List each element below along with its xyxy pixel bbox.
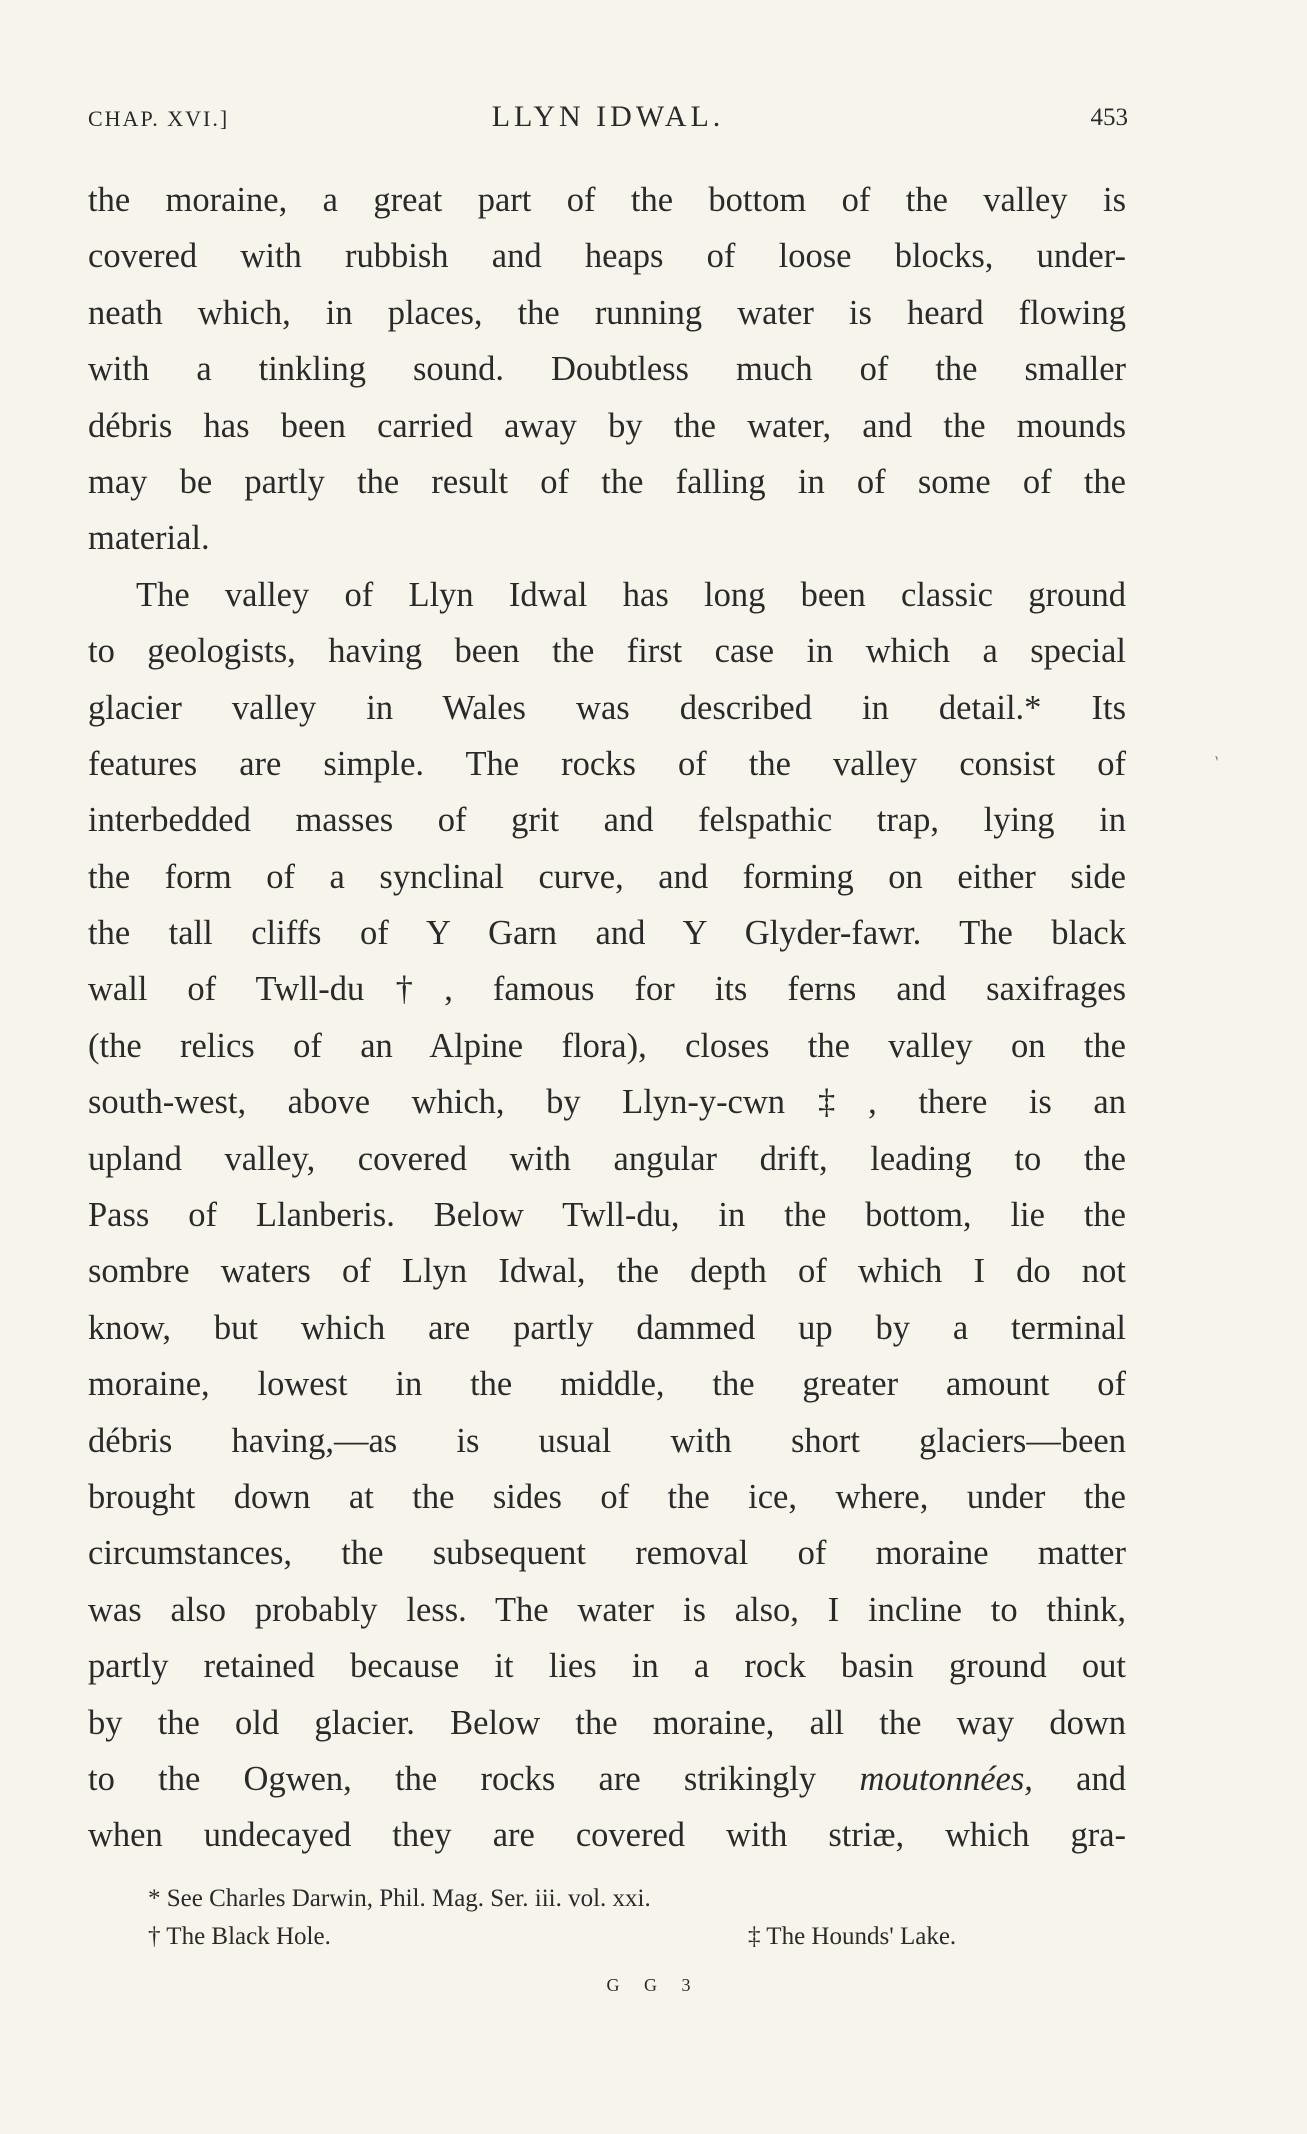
text-line — [88, 1751, 1126, 1807]
text-line: the tall cliffs of Y Garn and Y Glyder-fawr. The black — [88, 914, 1126, 953]
italic-term: moutonnées, — [859, 1759, 1033, 1798]
text-line: by the old glacier. Below the moraine, all the way down — [88, 1703, 1126, 1742]
footnote: ‡ The Hounds' Lake. — [748, 1923, 957, 1950]
text-segment: and — [1076, 1759, 1126, 1798]
text-line: interbedded masses of grit and felspathic trap, lying in — [88, 801, 1126, 840]
text-line: upland valley, covered with angular drift, leading to the — [88, 1139, 1126, 1178]
text-line: to geologists, having been the first case in which a special — [88, 632, 1126, 671]
text-line: partly retained because it lies in a rock basin ground out — [88, 1647, 1126, 1686]
text-line: was also probably less. The water is also, I incline to think, — [88, 1590, 1126, 1629]
stray-mark: ˎ — [1212, 740, 1231, 763]
footnote: * See Charles Darwin, Phil. Mag. Ser. iii. vol. xxi. — [148, 1885, 651, 1912]
text-line: (the relics of an Alpine flora), closes the valley on the — [88, 1026, 1126, 1065]
text-line: neath which, in places, the running water is heard flowing — [88, 293, 1126, 332]
text-line: débris has been carried away by the water, and the mounds — [88, 406, 1126, 445]
text-line: covered with rubbish and heaps of loose blocks, under- — [88, 237, 1126, 276]
chapter-label: CHAP. XVI.] — [88, 106, 230, 131]
body-text — [88, 172, 1126, 1864]
text-line: The valley of Llyn Idwal has long been classic ground — [136, 575, 1126, 614]
footnotes — [148, 1880, 1088, 1956]
text-line: know, but which are partly dammed up by a terminal — [88, 1308, 1126, 1347]
running-header — [88, 100, 1128, 140]
text-line: when undecayed they are covered with striæ, which gra- — [88, 1816, 1126, 1855]
printer-signature: G G 3 — [606, 1975, 701, 1995]
text-line: the form of a synclinal curve, and forming on either side — [88, 857, 1126, 896]
text-line: débris having,—as is usual with short glaciers—been — [88, 1421, 1126, 1460]
text-line: glacier valley in Wales was described in detail.* Its — [88, 688, 1126, 727]
text-line: circumstances, the subsequent removal of moraine matter — [88, 1534, 1126, 1573]
footnote: † The Black Hole. — [148, 1923, 331, 1950]
footnote-row — [148, 1918, 1088, 1956]
text-line: south-west, above which, by Llyn-y-cwn‡, there is an — [88, 1083, 1126, 1122]
text-line: sombre waters of Llyn Idwal, the depth of which I do not — [88, 1252, 1126, 1291]
text-line: moraine, lowest in the middle, the greater amount of — [88, 1365, 1126, 1404]
text-line: with a tinkling sound. Doubtless much of the smaller — [88, 350, 1126, 389]
page-number: 453 — [1090, 104, 1128, 131]
page-title: LLYN IDWAL. — [491, 100, 725, 133]
text-line: may be partly the result of the falling in of some of the — [88, 462, 1126, 501]
text-line: wall of Twll-du†, famous for its ferns and saxifrages — [88, 970, 1126, 1009]
text-line: Pass of Llanberis. Below Twll-du, in the bottom, lie the — [88, 1196, 1126, 1235]
text-segment: to the Ogwen, the rocks are strikingly — [88, 1759, 817, 1798]
text-line: the moraine, a great part of the bottom of the valley is — [88, 181, 1126, 219]
text-line: features are simple. The rocks of the valley consist of — [88, 744, 1126, 783]
text-line: brought down at the sides of the ice, where, under the — [88, 1477, 1126, 1516]
text-line: material. — [88, 519, 210, 558]
